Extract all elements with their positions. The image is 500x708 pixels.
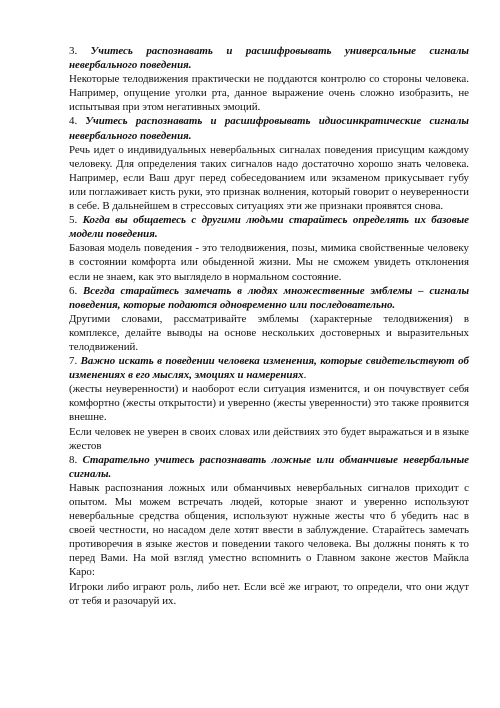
paragraph: Базовая модель поведения - это телодвижения, позы, мимика свойственные человеку в состоянии комфорта или обыденной жизни. Мы не сможем увидеть отклонения если не знаем, как это выглядело в нормальном состояние. [69, 242, 469, 283]
section-number: 6. [69, 284, 78, 297]
document-page [69, 44, 469, 608]
section-heading [69, 213, 469, 241]
section-heading [69, 453, 469, 481]
section-heading [69, 284, 469, 312]
section-3 [69, 44, 469, 114]
section-number: 4. [69, 115, 78, 128]
section-number: 7. [69, 355, 78, 368]
section-title-tail: . [303, 369, 307, 382]
section-heading [69, 114, 469, 142]
section-heading [69, 44, 469, 72]
paragraph: Если человек не уверен в своих словах или действиях это будет выражаться и в языке жестов [69, 425, 469, 452]
section-title: Всегда старайтесь замечать в людях множественные эмблемы – сигналы поведения, которые подаются одновременно или последовательно. [69, 284, 469, 311]
section-number: 8. [69, 453, 78, 466]
section-7 [69, 354, 469, 453]
section-heading [69, 354, 469, 382]
section-8 [69, 453, 469, 608]
section-title: Учитесь распознавать и расшифровывать идиосинкратические сигналы невербального поведения. [69, 115, 469, 142]
section-title: Старательно учитесь распознавать ложные или обманчивые невербальные сигналы. [69, 453, 469, 480]
paragraph: (жесты неуверенности) и наоборот если ситуация изменится, и он почувствует себя комфортно (жесты открытости) и уверенно (жесты уверенности) это также проявится внешне. [69, 383, 469, 424]
section-number: 3. [69, 45, 78, 57]
section-5 [69, 213, 469, 283]
section-4 [69, 114, 469, 213]
section-number: 5. [69, 214, 78, 227]
paragraph: Игроки либо играют роль, либо нет. Если всё же играют, то определи, что они ждут от тебя и разочаруй их. [69, 580, 469, 607]
section-title: Учитесь распознавать и расшифровывать универсальные сигналы невербального поведения. [69, 45, 469, 72]
paragraph: Навык распознания ложных или обманчивых невербальных сигналов приходит с опытом. Мы можем встречать людей, которые знают и уверенно используют невербальные средства общения, используют нужные жесты что б убедить нас в своей честности, но насадом деле хотят ввести в заблуждение. Старайтесь замечать противоречия в языке жестов и поведении такого человека. Вы должны понять к то перед Вами. На мой взгляд уместно вспомнить о Главном законе жестов Майкла Каро: [69, 481, 469, 579]
paragraph: Другими словами, рассматривайте эмблемы (характерные телодвижения) в комплексе, делайте выводы на основе нескольких достоверных и выразительных телодвижений. [69, 312, 469, 353]
section-title: Важно искать в поведении человека изменения, которые свидетельствуют об изменениях в его мыслях, эмоциях и намерениях [69, 355, 469, 382]
paragraph: Речь идет о индивидуальных невербальных сигналах поведения присущим каждому человеку. Для определения таких сигналов надо достаточно хорошо знать человека. Например, если Ваш друг перед собеседованием или экзаменом прикусывает губу или поглаживает кисть руки, это признак волнения, который говорит о неуверенности в себе. В дальнейшем в стрессовых ситуациях эти же признаки проявятся снова. [69, 143, 469, 213]
section-6 [69, 284, 469, 354]
paragraph: Некоторые телодвижения практически не поддаются контролю со стороны человека. Например, опущение уголки рта, данное выражение очень сложно изобразить, не испытывая при этом негативных эмоций. [69, 73, 469, 114]
section-title: Когда вы общаетесь с другими людьми старайтесь определять их базовые модели поведения. [69, 214, 469, 241]
